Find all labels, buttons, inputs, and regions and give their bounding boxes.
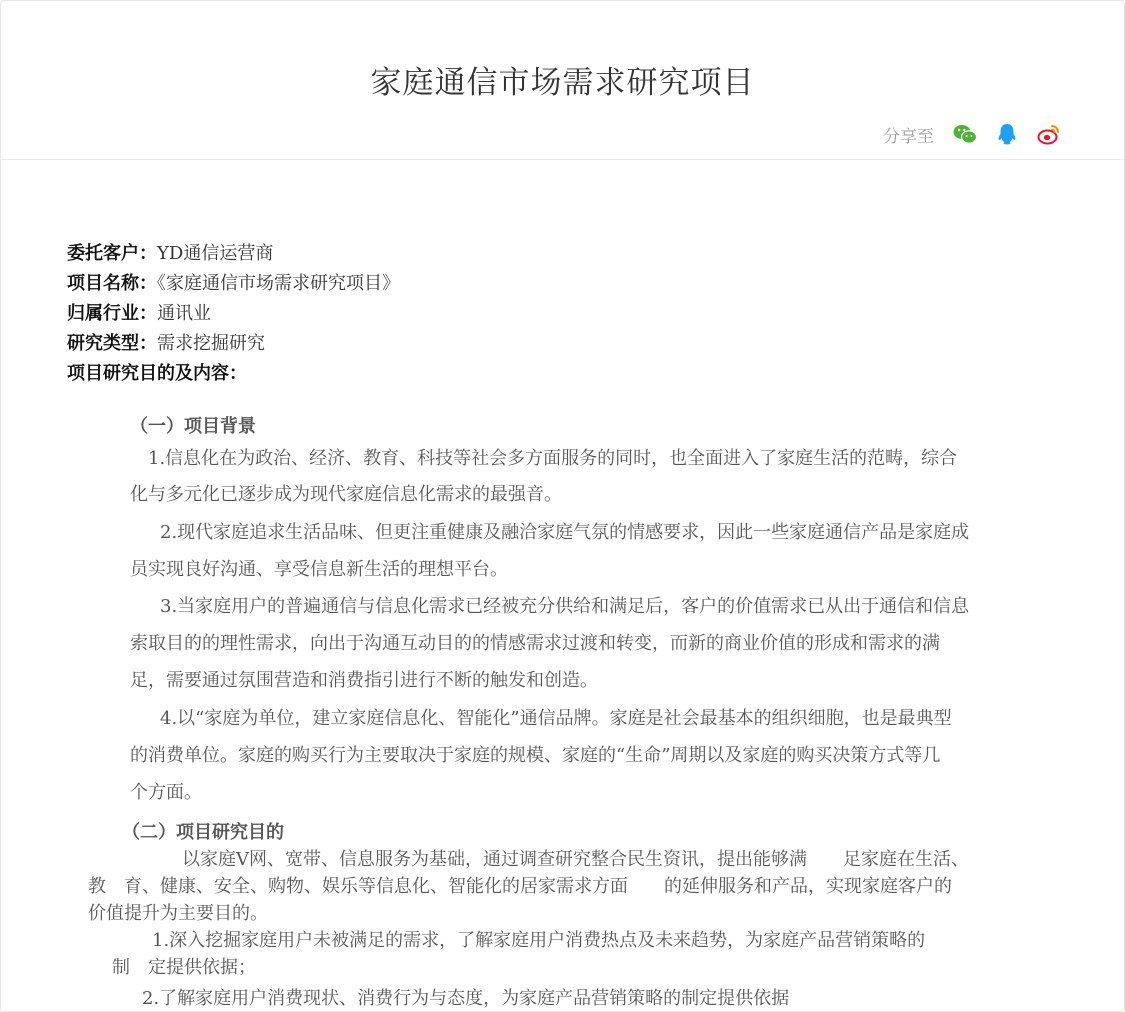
paragraph-bg-4 (160, 700, 952, 737)
paragraph-bg-4-cont (130, 737, 940, 811)
text-line: 2.了解家庭用户消费现状、消费行为与态度，为家庭产品营销策略的制定提供依据 (142, 988, 790, 1009)
meta-label: 项目研究目的及内容： (67, 363, 247, 384)
meta-value: YD通信运营商 (157, 243, 274, 264)
paragraph-purpose-1-cont (88, 873, 952, 927)
article-header (1, 1, 1124, 160)
meta-label: 研究类型： (67, 333, 157, 354)
text-line: 索取目的的理性需求，向出于沟通互动目的的情感需求过渡和转变，而新的商业价值的形成和需求的满 (130, 633, 940, 654)
section-heading-background: （一）项目背景 (130, 416, 256, 437)
meta-industry (67, 299, 400, 329)
paragraph-bg-2-cont (130, 551, 508, 588)
text-line: 3.当家庭用户的普遍通信与信息化需求已经被充分供给和满足后，客户的价值需求已从出于通信和信息 (160, 596, 970, 617)
text-line: 的消费单位。家庭的购买行为主要取决于家庭的规模、家庭的“生命”周期以及家庭的购买决策方式等几 (130, 745, 941, 766)
meta-client (67, 239, 400, 269)
text-line: 1.深入挖掘家庭用户未被满足的需求，了解家庭用户消费热点及未来趋势，为家庭产品营销策略的 (152, 930, 926, 951)
text-line: 1.信息化在为政治、经济、教育、科技等社会多方面服务的同时，也全面进入了家庭生活的范畴，综合 (148, 448, 958, 469)
meta-label: 委托客户： (67, 243, 157, 264)
text-line: 员实现良好沟通、享受信息新生活的理想平台。 (130, 559, 508, 580)
meta-value: 需求挖掘研究 (157, 333, 265, 354)
paragraph-bg-3-cont (130, 625, 940, 699)
meta-purpose (67, 359, 400, 389)
meta-value: 通讯业 (157, 303, 211, 324)
text-line: 以家庭V网、宽带、信息服务为基础，通过调查研究整合民生资讯，提出能够满 足家庭在生活、 (182, 849, 969, 870)
meta-project-name (67, 269, 400, 299)
paragraph-bg-1-cont (130, 476, 562, 513)
text-line: 足，需要通过氛围营造和消费指引进行不断的触发和创造。 (130, 670, 598, 691)
paragraph-purpose-2-cont (112, 954, 256, 981)
paragraph-bg-3 (160, 588, 969, 625)
text-line: 个方面。 (130, 782, 202, 803)
meta-label: 项目名称： (67, 273, 157, 294)
paragraph-purpose-3 (142, 985, 789, 1012)
text-line: 2.现代家庭追求生活品味、但更注重健康及融洽家庭气氛的情感要求，因此一些家庭通信产品是家庭成 (160, 522, 970, 543)
text-line: 制 定提供依据； (112, 957, 256, 978)
paragraph-bg-2 (160, 514, 969, 551)
meta-value: 《家庭通信市场需求研究项目》 (157, 273, 400, 294)
share-label: 分享至 (883, 126, 934, 147)
paragraph-purpose-1 (182, 846, 969, 873)
text-line: 价值提升为主要目的。 (88, 903, 268, 924)
text-line: 化与多元化已逐步成为现代家庭信息化需求的最强音。 (130, 484, 562, 505)
share-bar (883, 121, 1062, 147)
qq-icon[interactable] (994, 121, 1020, 147)
paragraph-purpose-2 (152, 927, 925, 954)
text-line: 4.以“家庭为单位，建立家庭信息化、智能化”通信品牌。家庭是社会最基本的组织细胞，也是最典型 (160, 708, 952, 729)
wechat-icon[interactable] (952, 121, 978, 147)
meta-label: 归属行业： (67, 303, 157, 324)
weibo-icon[interactable] (1036, 121, 1062, 147)
paragraph-bg-1 (148, 440, 957, 477)
section-heading-purpose: （二）项目研究目的 (122, 822, 284, 843)
meta-research-type (67, 329, 400, 359)
page-title: 家庭通信市场需求研究项目 (370, 65, 755, 101)
text-line: 教 育、健康、安全、购物、娱乐等信息化、智能化的居家需求方面 的延伸服务和产品，实现家庭客户的 (88, 876, 952, 897)
project-meta (67, 239, 400, 389)
